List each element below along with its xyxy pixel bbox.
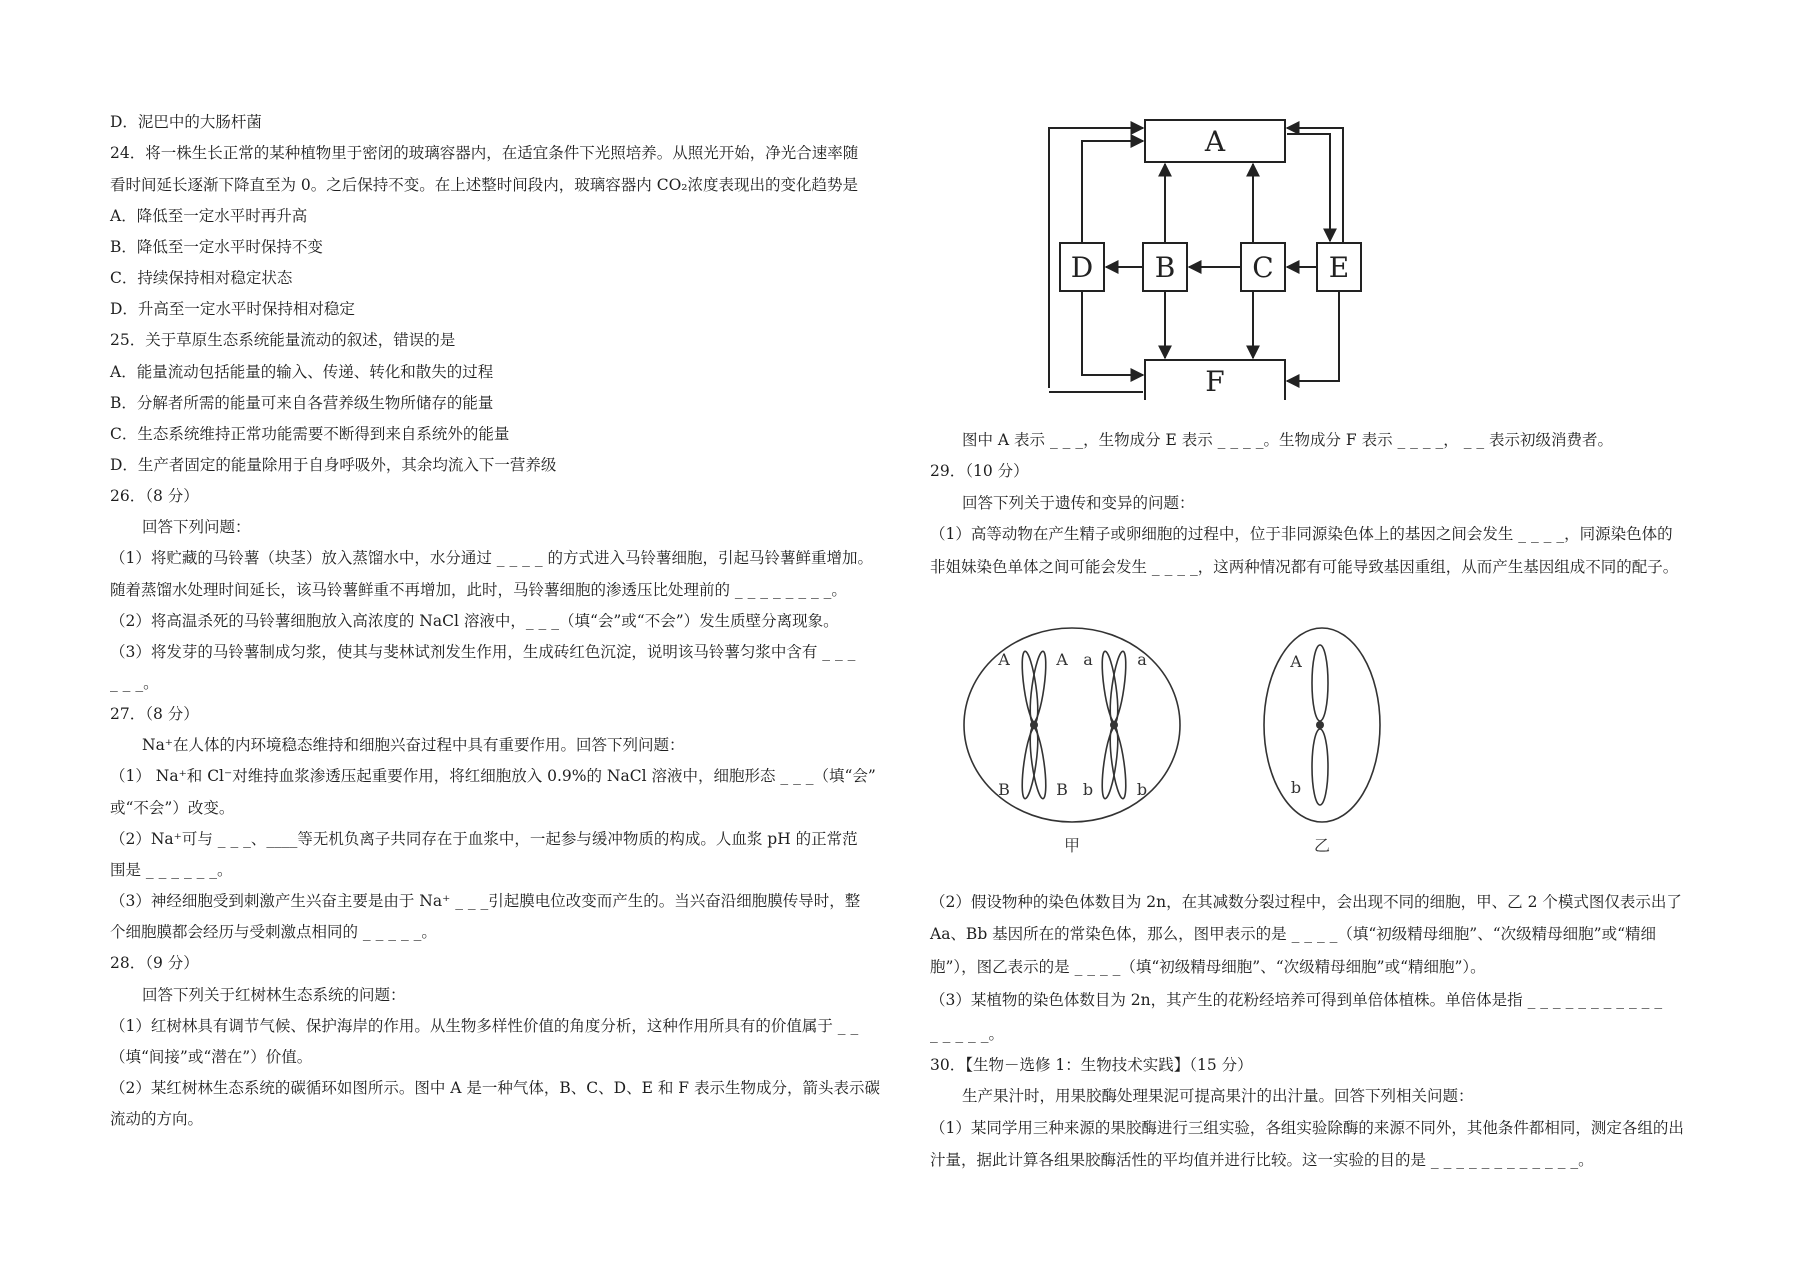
q26-heading: 26．（8 分） bbox=[110, 487, 199, 505]
q26-part2: （2）将高温杀死的马铃薯细胞放入高浓度的 NaCl 溶液中，_ _ _（填“会”或“不会”）发生质壁分离现象。 bbox=[110, 612, 839, 630]
q25-option-c: C．生态系统维持正常功能需要不断得到来自系统外的能量 bbox=[110, 425, 510, 443]
gene-label: a bbox=[1137, 650, 1147, 669]
box-d-label: D bbox=[1070, 251, 1094, 284]
gene-label: b bbox=[1082, 780, 1094, 799]
carbon-cycle-diagram bbox=[1025, 110, 1385, 400]
q27-part1-line2: 或“不会”）改变。 bbox=[110, 799, 235, 817]
q25-option-b: B．分解者所需的能量可来自各营养级生物所储存的能量 bbox=[110, 394, 494, 412]
q27-part1-line1: （1） Na⁺和 Cl⁻对维持血浆渗透压起重要作用，将红细胞放入 0.9%的 NaCl 溶液中，细胞形态 _ _ _（填“会” bbox=[110, 767, 876, 785]
q24-option-d: D．升高至一定水平时保持相对稳定 bbox=[110, 300, 355, 318]
box-c-label: C bbox=[1252, 251, 1274, 284]
q23-option-d: D．泥巴中的大肠杆菌 bbox=[110, 113, 262, 131]
box-b-label: B bbox=[1154, 251, 1176, 284]
q24-stem-line2: 看时间延长逐渐下降直至为 0。之后保持不变。在上述整时间段内，玻璃容器内 CO₂浓度表现出的变化趋势是 bbox=[110, 176, 858, 194]
gene-label: A bbox=[998, 650, 1010, 669]
q28-part2-question: 图中 A 表示 _ _ _，生物成分 E 表示 _ _ _ _。生物成分 F 表示 _ _ _ _， _ _ 表示初级消费者。 bbox=[962, 431, 1614, 449]
q27-part3-line1: （3）神经细胞受到刺激产生兴奋主要是由于 Na⁺ _ _ _引起膜电位改变而产生的。当兴奋沿细胞膜传导时，整 bbox=[110, 892, 861, 910]
q26-part1-line2: 随着蒸馏水处理时间延长，该马铃薯鲜重不再增加，此时，马铃薯细胞的渗透压比处理前的 _ _ _ _ _ _ _ _。 bbox=[110, 581, 847, 599]
q27-intro: Na⁺在人体的内环境稳态维持和细胞兴奋过程中具有重要作用。回答下列问题： bbox=[142, 736, 685, 754]
box-e-label: E bbox=[1328, 251, 1350, 284]
q27-part2-line2: 围是 _ _ _ _ _ _。 bbox=[110, 861, 233, 879]
q27-part2-line1: （2）Na⁺可与 _ _ _、____等无机负离子共同存在于血浆中，一起参与缓冲物质的构成。人血浆 pH 的正常范 bbox=[110, 830, 858, 848]
q30-heading: 30．【生物－选修 1：生物技术实践】（15 分） bbox=[930, 1056, 1253, 1074]
meiosis-cells-diagram bbox=[960, 625, 1410, 855]
q26-part1-line1: （1）将贮藏的马铃薯（块茎）放入蒸馏水中，水分通过 _ _ _ _ 的方式进入马铃薯细胞，引起马铃薯鲜重增加。 bbox=[110, 549, 873, 567]
q29-part1-line1: （1）高等动物在产生精子或卵细胞的过程中，位于非同源染色体上的基因之间会发生 _ _ _ _，同源染色体的 bbox=[930, 525, 1673, 543]
q24-option-c: C．持续保持相对稳定状态 bbox=[110, 269, 293, 287]
q29-part2-line3: 胞”），图乙表示的是 _ _ _ _（填“初级精母细胞”、“次级精母细胞”或“精细胞”）。 bbox=[930, 958, 1486, 976]
q28-heading: 28．（9 分） bbox=[110, 954, 199, 972]
q29-intro: 回答下列关于遗传和变异的问题： bbox=[962, 494, 1195, 512]
gene-label: b bbox=[1290, 778, 1302, 797]
q28-intro: 回答下列关于红树林生态系统的问题： bbox=[142, 986, 406, 1004]
gene-label: B bbox=[998, 780, 1010, 799]
q29-part1-line2: 非姐妹染色单体之间可能会发生 _ _ _ _，这两种情况都有可能导致基因重组，从而产生基因组成不同的配子。 bbox=[930, 558, 1679, 576]
q30-part1-line2: 汁量，据此计算各组果胶酶活性的平均值并进行比较。这一实验的目的是 _ _ _ _ _ _ _ _ _ _ _ _。 bbox=[930, 1151, 1594, 1169]
q28-part2-line2: 流动的方向。 bbox=[110, 1110, 204, 1128]
q26-part3-line1: （3）将发芽的马铃薯制成匀浆，使其与斐林试剂发生作用，生成砖红色沉淀，说明该马铃薯匀浆中含有 _ _ _ bbox=[110, 643, 856, 661]
q25-option-a: A．能量流动包括能量的输入、传递、转化和散失的过程 bbox=[110, 363, 494, 381]
q24-option-a: A．降低至一定水平时再升高 bbox=[110, 207, 308, 225]
box-f-label: F bbox=[1205, 365, 1225, 398]
cell-yi-caption: 乙 bbox=[1313, 836, 1331, 855]
cell-jia-caption: 甲 bbox=[1063, 836, 1081, 855]
q29-part3-line2: _ _ _ _ _。 bbox=[930, 1025, 1004, 1043]
gene-label: A bbox=[1290, 652, 1302, 671]
gene-label: A bbox=[1056, 650, 1068, 669]
q24-option-b: B．降低至一定水平时保持不变 bbox=[110, 238, 323, 256]
gene-label: b bbox=[1136, 780, 1148, 799]
q27-heading: 27．（8 分） bbox=[110, 705, 199, 723]
cell-jia bbox=[964, 628, 1180, 822]
box-a-label: A bbox=[1204, 125, 1226, 158]
gene-label: B bbox=[1056, 780, 1068, 799]
q28-part1-line1: （1）红树林具有调节气候、保护海岸的作用。从生物多样性价值的角度分析，这种作用所具有的价值属于 _ _ bbox=[110, 1017, 859, 1035]
q28-part1-line2: （填“间接”或“潜在”）价值。 bbox=[110, 1048, 313, 1066]
q24-stem-line1: 24．将一株生长正常的某种植物里于密闭的玻璃容器内，在适宜条件下光照培养。从照光开始，净光合速率随 bbox=[110, 144, 859, 162]
q25-stem: 25．关于草原生态系统能量流动的叙述，错误的是 bbox=[110, 331, 456, 349]
q27-part3-line2: 个细胞膜都会经历与受刺激点相同的 _ _ _ _ _。 bbox=[110, 923, 437, 941]
q28-part2-line1: （2）某红树林生态系统的碳循环如图所示。图中 A 是一种气体，B、C、D、E 和 F 表示生物成分，箭头表示碳 bbox=[110, 1079, 880, 1097]
q26-intro: 回答下列问题： bbox=[142, 518, 251, 536]
q25-option-d: D．生产者固定的能量除用于自身呼吸外，其余均流入下一营养级 bbox=[110, 456, 557, 474]
q30-part1-line1: （1）某同学用三种来源的果胶酶进行三组实验，各组实验除酶的来源不同外，其他条件都相同，测定各组的出 bbox=[930, 1119, 1684, 1137]
q29-part3-line1: （3）某植物的染色体数目为 2n，其产生的花粉经培养可得到单倍体植株。单倍体是指 _ _ _ _ _ _ _ _ _ _ _ bbox=[930, 991, 1663, 1009]
gene-label: a bbox=[1083, 650, 1093, 669]
q29-part2-line1: （2）假设物种的染色体数目为 2n，在其减数分裂过程中，会出现不同的细胞，甲、乙 2 个模式图仅表示出了 bbox=[930, 893, 1682, 911]
q30-intro: 生产果汁时，用果胶酶处理果泥可提高果汁的出汁量。回答下列相关问题： bbox=[962, 1087, 1474, 1105]
q29-part2-line2: Aa、Bb 基因所在的常染色体，那么，图甲表示的是 _ _ _ _（填“初级精母细胞”、“次级精母细胞”或“精细 bbox=[930, 925, 1657, 943]
q29-heading: 29．（10 分） bbox=[930, 462, 1029, 480]
q26-part3-line2: _ _ _。 bbox=[110, 674, 159, 692]
